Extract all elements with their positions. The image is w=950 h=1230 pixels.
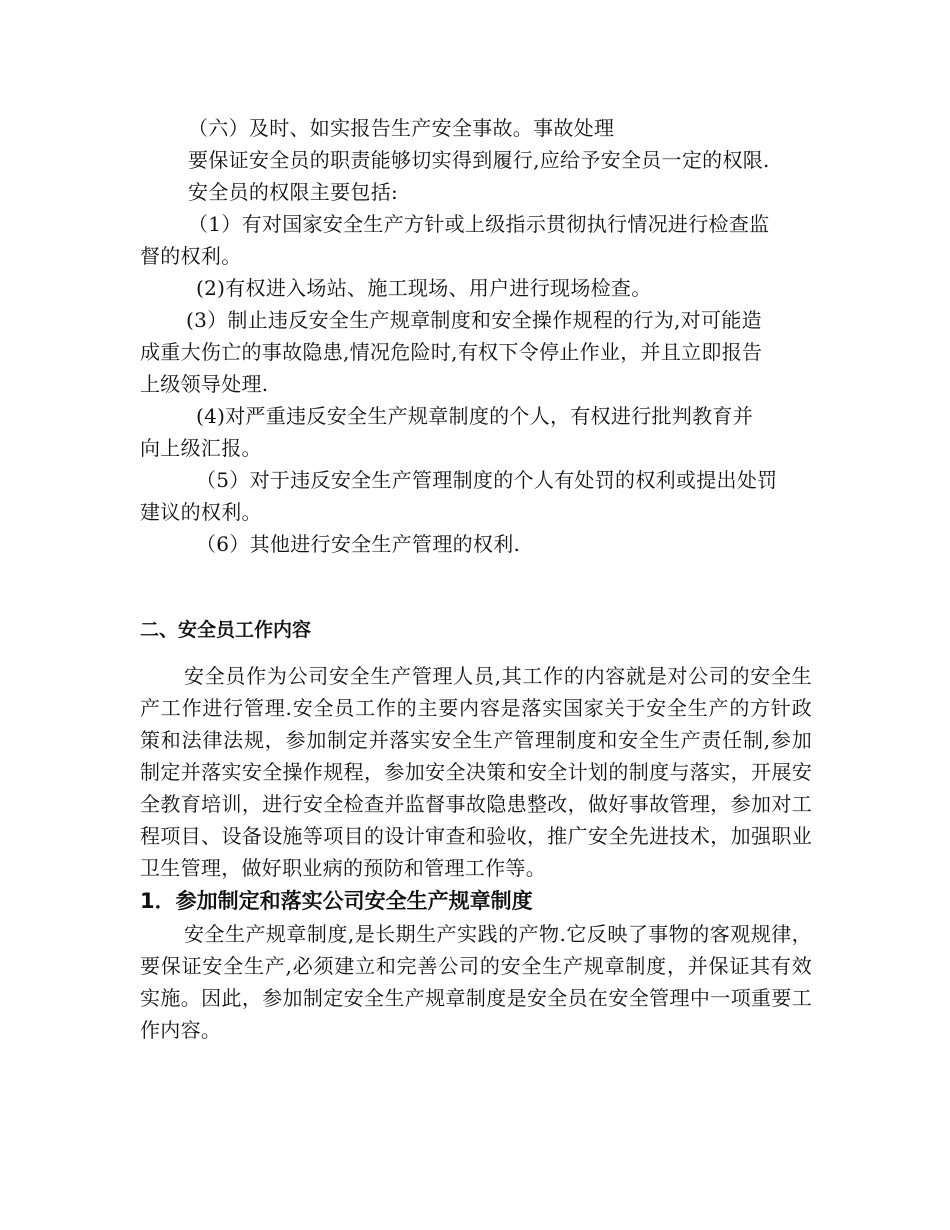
section-paragraph: 安全员作为公司安全生产管理人员,其工作的内容就是对公司的安全生产工作进行管理.安全员工作的主要内容是落实国家关于安全生产的方针政策和法律法规，参加制定并落实安全生产管理制度和安全生产责任制,参加制定并落实安全操作规程，参加安全决策和安全计划的制度与落实，开展安全教育培训，进行安全检查并监督事故隐患整改，做好事故管理，参加对工程项目、设备设施等项目的设计审查和验收，推广安全先进技术，加强职业卫生管理，做好职业病的预防和管理工作等。	[140, 664, 812, 880]
text-line: （5）对于违反安全生产管理制度的个人有处罚的权利或提出处罚	[196, 468, 778, 492]
subsection-paragraph: 安全生产规章制度,是长期生产实践的产物.它反映了事物的客观规律，要保证安全生产,必须建立和完善公司的安全生产规章制度，并保证其有效实施。因此，参加制定安全生产规章制度是安全员在安全管理中一项重要工作内容。	[140, 922, 812, 1042]
text-line: (3）制止违反安全生产规章制度和安全操作规程的行为,对可能造	[186, 308, 762, 332]
text-line: 建议的权利。	[140, 500, 262, 524]
text-line: 向上级汇报。	[140, 436, 262, 460]
document-page	[140, 112, 812, 1046]
text-line: 成重大伤亡的事故隐患,情况危险时,有权下令停止作业，并且立即报告	[140, 340, 763, 364]
section-heading: 二、安全员工作内容	[140, 619, 312, 641]
text-line: 上级领导处理.	[140, 372, 269, 396]
text-line: （1）有对国家安全生产方针或上级指示贯彻执行情况进行检查监	[188, 212, 770, 236]
text-line: 督的权利。	[140, 244, 242, 268]
text-line: （六）及时、如实报告生产安全事故。事故处理	[188, 116, 615, 140]
subsection-heading: 1．参加制定和落实公司安全生产规章制度	[140, 889, 533, 913]
text-line: (2)有权进入场站、施工现场、用户进行现场检查。	[196, 276, 652, 300]
text-line: （6）其他进行安全生产管理的权利.	[196, 532, 521, 556]
text-line: 要保证安全员的职责能够切实得到履行,应给予安全员一定的权限.	[188, 148, 770, 172]
text-line: (4)对严重违反安全生产规章制度的个人，有权进行批判教育并	[196, 404, 754, 428]
text-line: 安全员的权限主要包括:	[188, 180, 399, 204]
